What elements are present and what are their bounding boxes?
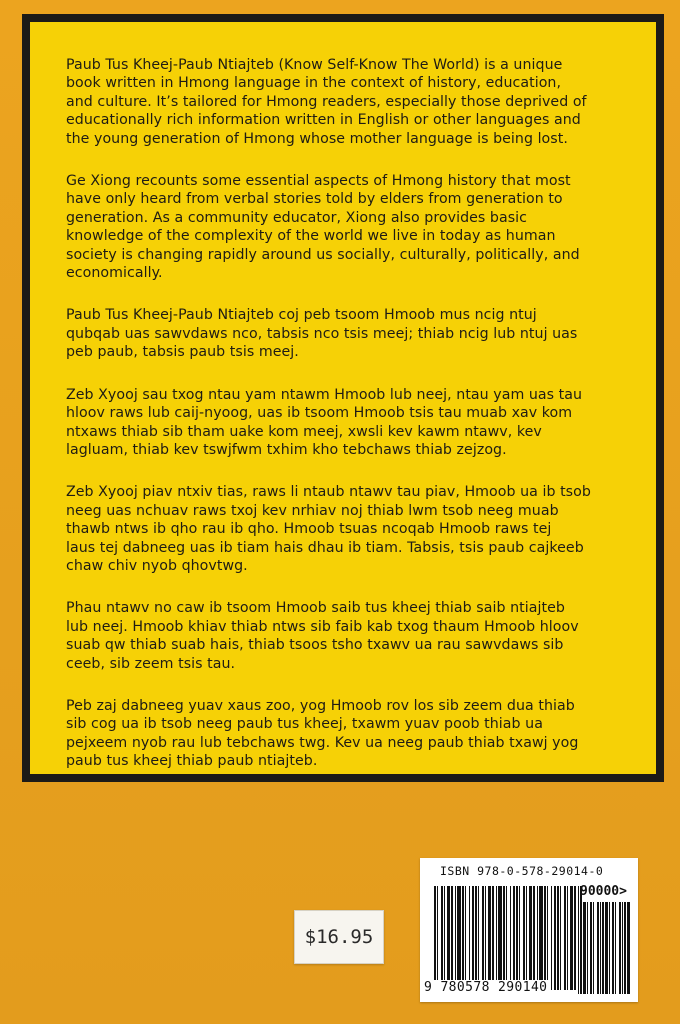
barcode-stripe xyxy=(590,902,592,994)
barcode-stripe xyxy=(488,886,491,990)
barcode-stripe xyxy=(551,886,552,990)
barcode-stripe xyxy=(597,902,599,994)
barcode-stripe xyxy=(537,886,538,990)
barcode-stripe xyxy=(547,886,548,990)
barcode-stripe xyxy=(510,886,511,990)
barcode-stripe xyxy=(455,886,456,990)
barcode-stripe xyxy=(457,886,461,990)
barcode-stripe xyxy=(539,886,543,990)
blurb-paragraph-5: Zeb Xyooj piav ntxiv tias, raws li ntaub ntawv tau piav, Hmoob ua ib tsob neeg uas nchuav raws txoj kev nrhiav noj thiab lwm tsob neeg muab thawb ntws ib qho rau ib qho. Hmoob tsuas ncoqab Hmoob raws tej laus tej dabneeg uas ib tiam hais dhau ib tiam. Tabsis, tsis paub cajkeeb chaw chiv nyob qhovtwg. xyxy=(66,484,591,574)
addon-barcode-bars xyxy=(578,902,630,994)
barcode-stripe xyxy=(482,886,484,990)
barcode-stripe xyxy=(593,902,594,994)
barcode-stripe xyxy=(513,886,515,990)
barcode-stripe xyxy=(600,902,601,994)
barcode-stripe xyxy=(526,886,527,990)
barcode-stripe xyxy=(557,886,559,990)
barcode-stripe xyxy=(478,886,479,990)
barcode-stripe xyxy=(451,886,453,990)
ean-barcode-bars xyxy=(434,886,582,990)
barcode-stripe xyxy=(516,886,518,990)
barcode-stripe xyxy=(602,902,604,994)
barcode-stripe xyxy=(615,902,616,994)
price-label: $16.95 xyxy=(304,926,374,948)
barcode-stripe xyxy=(441,886,443,990)
barcode-stripe xyxy=(578,902,579,994)
barcode-stripe xyxy=(437,886,438,990)
barcode-stripe xyxy=(519,886,520,990)
barcode-stripe xyxy=(529,886,532,990)
barcode-stripe xyxy=(580,902,582,994)
barcode-stripe xyxy=(612,902,614,994)
barcode-stripe xyxy=(472,886,474,990)
barcode-stripe xyxy=(554,886,556,990)
blurb-paragraph-6: Phau ntawv no caw ib tsoom Hmoob saib tus kheej thiab saib ntiajteb lub neej. Hmoob khiav thiab ntws sib faib kab txog thaum Hmoob hloov suab qw thiab suab hais, thiab tsoos tsho txawv ua rau sawvdaws sib ceeb, sib zeem tsis tau. xyxy=(66,600,579,672)
isbn-label: ISBN 978-0-578-29014-0 xyxy=(440,864,604,878)
barcode-stripe xyxy=(462,886,464,990)
blurb-paragraph-1: Paub Tus Kheej-Paub Ntiajteb (Know Self-Know The World) is a unique book written in Hmong language in the context of history, education, and culture. It’s tailored for Hmong readers, especially those deprived of educationally rich information written in English or other languages and the young generation of Hmong whose mother language is being lost. xyxy=(66,57,587,147)
barcode-stripe xyxy=(605,902,608,994)
barcode-stripe xyxy=(583,902,586,994)
barcode-stripe xyxy=(503,886,505,990)
barcode-stripe xyxy=(447,886,450,990)
barcode-stripe xyxy=(496,886,497,990)
barcode-stripe xyxy=(475,886,477,990)
blurb-paragraph-7: Peb zaj dabneeg yuav xaus zoo, yog Hmoob rov los sib zeem dua thiab sib cog ua ib tsob neeg paub tus kheej, txawm yuav poob thiab ua pejxeem nyob rau lub tebchaws twg. Kev ua neeg paub thiab txawj yog paub tus kheej thiab paub ntiajteb. xyxy=(66,697,579,770)
blurb-paragraph-4: Zeb Xyooj sau txog ntau yam ntawm Hmoob lub neej, ntau yam uas tau hloov raws lub caij-nyoog, uas ib tsoom Hmoob tsis tau muab xav kom ntxaws thiab sib tham uake kom meej, xwsli kev kawm ntawv, kev lagluam, thiab kev tswjfwm txhim kho tebchaws thiab zejzog. xyxy=(66,386,583,458)
isbn-barcode xyxy=(420,858,638,1002)
barcode-stripe xyxy=(574,886,576,990)
barcode-stripe xyxy=(587,902,588,994)
barcode-stripe xyxy=(619,902,621,994)
barcode-stripe xyxy=(444,886,445,990)
barcode-stripe xyxy=(533,886,535,990)
barcode-stripe xyxy=(498,886,502,990)
barcode-stripe xyxy=(622,902,623,994)
barcode-stripe xyxy=(624,902,626,994)
ean-digits: 9 780578 290140 xyxy=(424,980,548,995)
price-addon-code: 90000> xyxy=(580,884,627,899)
blurb-paragraph-3: Paub Tus Kheej-Paub Ntiajteb coj peb tsoom Hmoob mus ncig ntuj qubqab uas sawvdaws nco, tabsis nco tsis meej; thiab ncig lub ntuj uas peb paub, tabsis paub tsis meej. xyxy=(66,307,578,361)
barcode-stripe xyxy=(492,886,494,990)
barcode-stripe xyxy=(570,886,573,990)
blurb-panel xyxy=(22,14,664,782)
barcode-stripe xyxy=(627,902,630,994)
barcode-stripe xyxy=(609,902,610,994)
barcode-stripe xyxy=(567,886,568,990)
blurb-paragraph-2: Ge Xiong recounts some essential aspects of Hmong history that most have only heard from verbal stories told by elders from generation to generation. As a community educator, Xiong also provides basic knowledge of the complexity of the world we live in today as human society is changing rapidly around us socially, culturally, politically, and economically. xyxy=(66,173,580,282)
barcode-stripe xyxy=(523,886,525,990)
barcode-stripe xyxy=(485,886,486,990)
barcode-stripe xyxy=(564,886,566,990)
price-sticker xyxy=(294,910,384,964)
barcode-stripe xyxy=(544,886,546,990)
blurb-panel-inner xyxy=(30,22,656,774)
barcode-stripe xyxy=(434,886,436,990)
barcode-stripe xyxy=(465,886,466,990)
barcode-stripe xyxy=(506,886,507,990)
barcode-stripe xyxy=(469,886,470,990)
barcode-stripe xyxy=(560,886,561,990)
